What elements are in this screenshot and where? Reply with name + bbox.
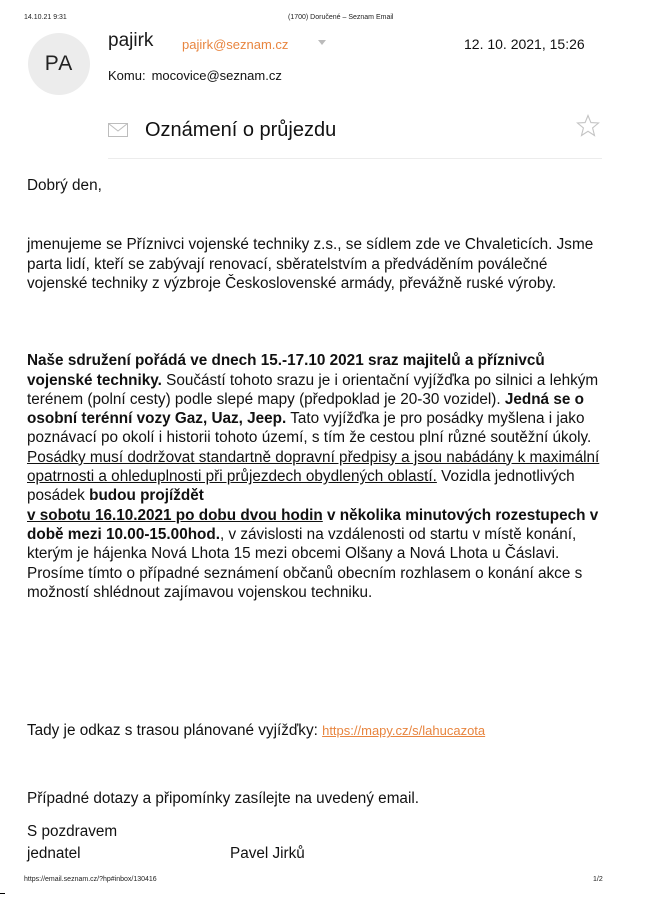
subject-row	[108, 117, 336, 143]
rules-underlined: Posádky musí dodržovat standartně dopravní předpisy a jsou nabádány k maximální opatrnosti a ohleduplnosti při průjezdech obydlených oblastí.	[27, 448, 600, 486]
print-title: (1700) Doručené – Seznam Email	[288, 14, 394, 21]
recipient-email[interactable]: mocovice@seznam.cz	[151, 68, 282, 83]
footer-url: https://email.seznam.cz/?hp#inbox/130416	[24, 876, 157, 883]
paragraph-event	[27, 351, 607, 602]
avatar-initials: PA	[44, 52, 74, 75]
paragraph-contact: Případné dotazy a připomínky zasílejte na uvedený email.	[27, 790, 419, 808]
vehicles-bold: Jedná se o osobní terénní vozy Gaz, Uaz, Jeep.	[27, 390, 584, 428]
signature-role: jednatel	[27, 845, 81, 862]
greeting: Dobrý den,	[27, 177, 102, 194]
message-date: 12. 10. 2021, 15:26	[464, 36, 585, 52]
avatar[interactable]	[28, 33, 90, 95]
event-text-4: , v závislosti na vzdálenosti od startu v místě konání, kterým je hájenka Nová Lhota 15 mezi obcemi Olšany a Nová Lhota u Čáslavi. Prosíme tímto o případné seznámení občanů obecním rozhlasem o konání akce s možností shlédnout zajímavou vojenskou techniku.	[27, 525, 583, 601]
event-dates-bold: Naše sdružení pořádá ve dnech 15.-17.10 2021 sraz majitelů a příznivců vojenské techniky.	[27, 352, 545, 389]
event-text-3: Vozidla jednotlivých posádek	[27, 468, 575, 505]
header-divider	[108, 158, 602, 159]
paragraph-route	[27, 721, 607, 740]
edge-mark	[0, 893, 5, 894]
passing-date-underlined: v sobotu 16.10.2021 po dobu dvou hodin	[27, 506, 323, 524]
sender-email[interactable]: pajirk@seznam.cz	[182, 37, 289, 52]
sender-name[interactable]: pajirk	[108, 30, 154, 51]
star-outline-icon[interactable]	[576, 114, 600, 138]
footer-page-number: 1/2	[593, 876, 603, 883]
paragraph-intro: jmenujeme se Příznivci vojenské techniky z.s., se sídlem zde ve Chvaleticích. Jsme parta lidí, kteří se zabývají renovací, sběratelstvím a předváděním poválečné vojenské techniky z výzbroje Československé armády, převážně ruské výroby.	[27, 236, 594, 292]
recipient-label: Komu:	[108, 68, 146, 83]
route-text: Tady je odkaz s trasou plánované vyjížďky:	[27, 722, 318, 740]
event-text-2: Tato vyjížďka je pro posádky myšlena i jako poznávací po okolí i historii tohoto území, s tím že cestou plní různé soutěžní úkoly.	[27, 410, 592, 447]
time-window-bold: v několika minutových rozestupech v době mezi 10.00-15.00hod.	[27, 506, 599, 543]
envelope-icon	[108, 123, 128, 137]
signature-name: Pavel Jirků	[230, 845, 305, 862]
print-datetime: 14.10.21 9:31	[24, 14, 67, 21]
subject-title: Oznámení o průjezdu	[145, 118, 337, 141]
event-text-1: Součástí tohoto srazu je i orientační vyjížďka po silnici a lehkým terénem (polní cesty) podle slepé mapy (předpoklad je 20-30 vozidel).	[27, 371, 599, 408]
chevron-down-icon[interactable]	[318, 40, 326, 45]
recipient-row	[108, 68, 282, 83]
route-link[interactable]: https://mapy.cz/s/lahucazota	[322, 723, 486, 739]
passing-bold: budou projíždět	[89, 487, 204, 505]
closing: S pozdravem	[27, 823, 118, 840]
